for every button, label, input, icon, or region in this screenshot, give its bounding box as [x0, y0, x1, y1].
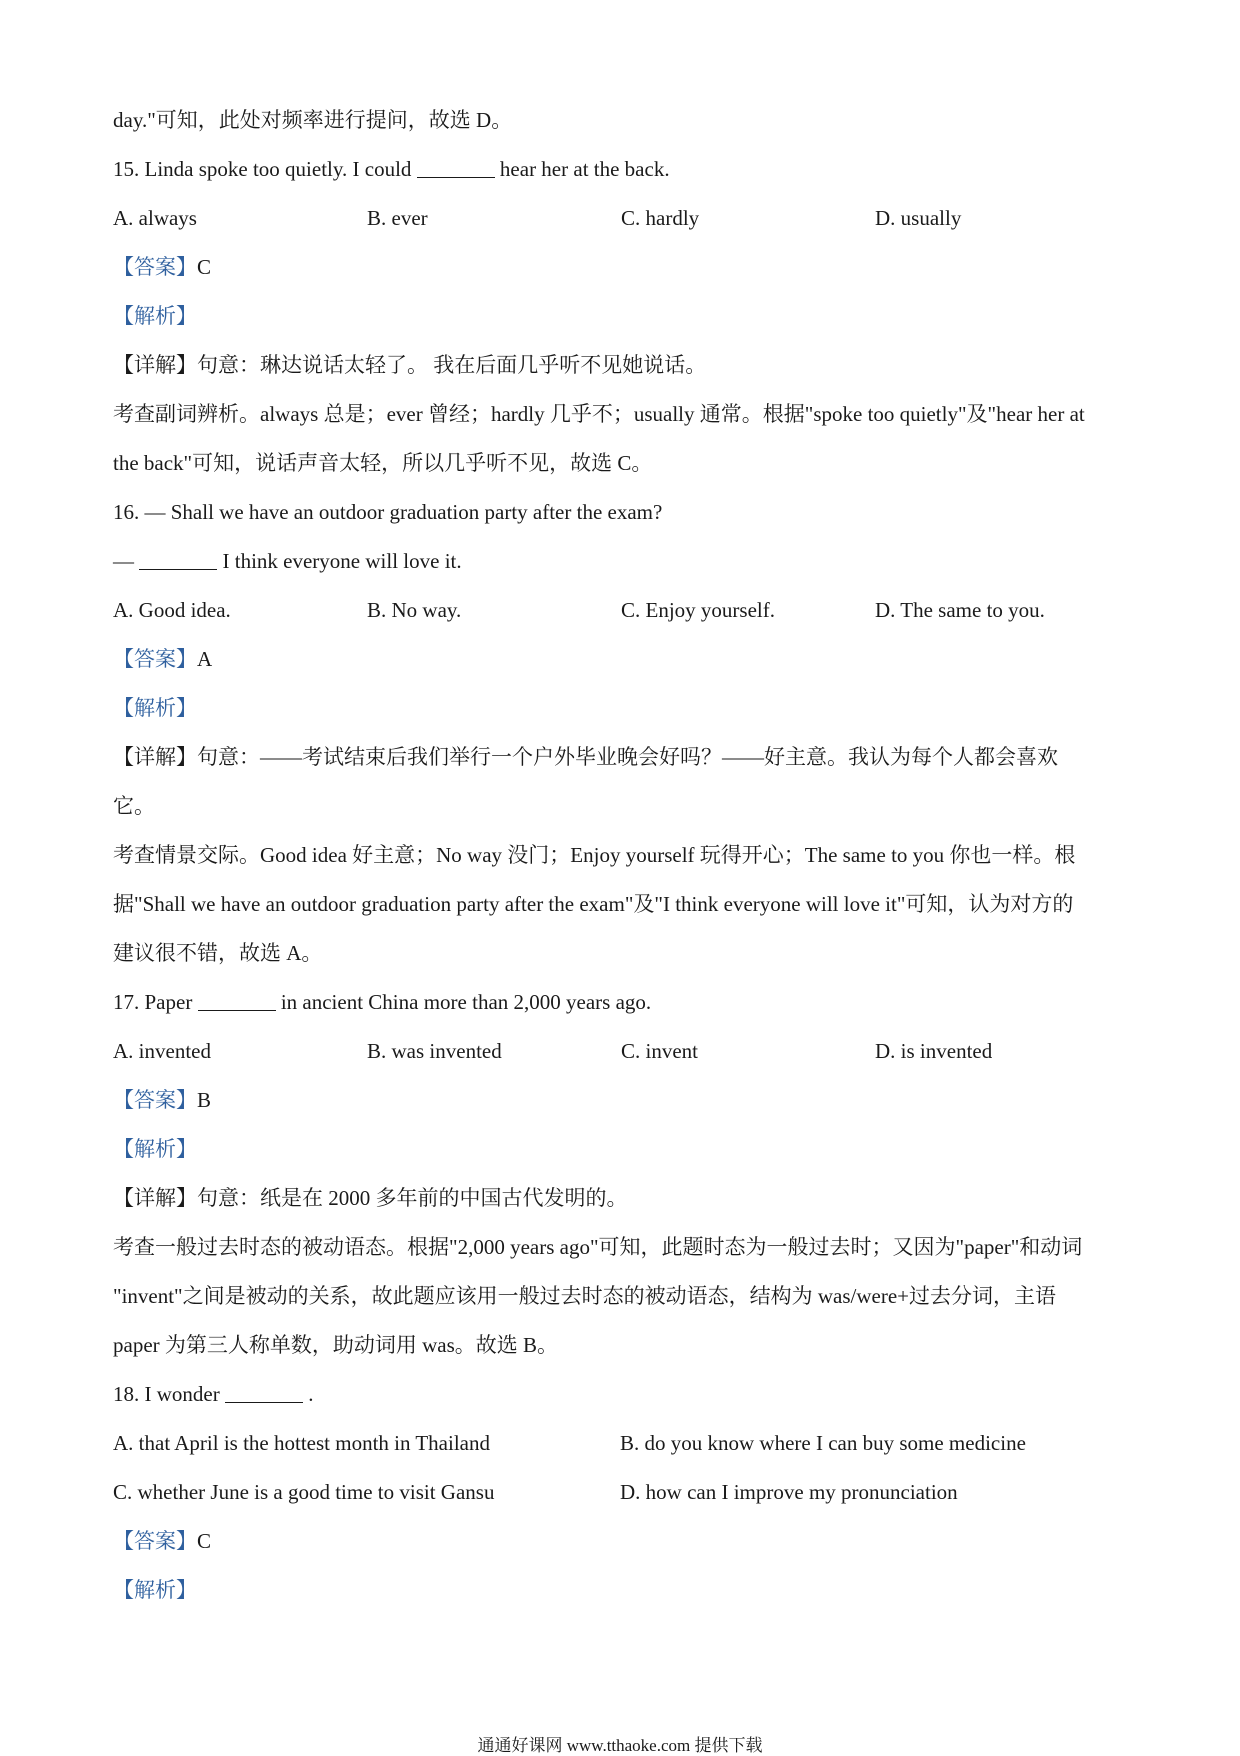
option-d: D. usually [875, 206, 962, 230]
continued-explanation: day."可知，此处对频率进行提问，故选 D。 [113, 108, 513, 132]
explanation-line: 考查情景交际。Good idea 好主意；No way 没门；Enjoy yourself 玩得开心；The same to you 你也一样。根 [113, 843, 1076, 867]
question-15-stem: 15. Linda spoke too quietly. I could hear her at the back. [113, 157, 670, 181]
option-c: C. hardly [621, 206, 700, 230]
question-18-options-row-2 [113, 1468, 1133, 1517]
explanation-line: 据"Shall we have an outdoor graduation party after the exam"及"I think everyone will love it"可知，认为对方的 [113, 892, 1074, 916]
answer-blank [417, 155, 495, 178]
detail-line: 【详解】句意：琳达说话太轻了。 我在后面几乎听不见她说话。 [113, 353, 707, 377]
answer-value: C [197, 255, 212, 279]
answer-label: 【答案】 [113, 255, 197, 279]
answer-value: A [197, 647, 213, 671]
answer-label: 【答案】 [113, 647, 197, 671]
explanation-line: paper 为第三人称单数，助动词用 was。故选 B。 [113, 1333, 559, 1357]
question-18-stem: 18. I wonder . [113, 1382, 314, 1406]
detail-label: 【详解】 [113, 353, 197, 377]
option-d: D. how can I improve my pronunciation [620, 1480, 958, 1504]
detail-line-continued: 它。 [113, 794, 155, 818]
explanation-line: "invent"之间是被动的关系，故此题应该用一般过去时态的被动语态，结构为 was/were+过去分词，主语 [113, 1284, 1057, 1308]
question-16-reply: — I think everyone will love it. [113, 549, 462, 573]
answer-blank [225, 1380, 303, 1403]
question-16-options [113, 586, 1133, 635]
option-d: D. The same to you. [875, 598, 1045, 622]
answer-blank [139, 547, 217, 570]
explanation-line: 考查副词辨析。always 总是；ever 曾经；hardly 几乎不；usually 通常。根据"spoke too quietly"及"hear her at [113, 402, 1085, 426]
detail-line: 【详解】句意：——考试结束后我们举行一个户外毕业晚会好吗？——好主意。我认为每个人都会喜欢 [113, 745, 1058, 769]
option-c: C. invent [621, 1039, 698, 1063]
analysis-label: 【解析】 [113, 1137, 197, 1161]
answer-line [113, 635, 1133, 684]
detail-label: 【详解】 [113, 745, 197, 769]
option-a: A. Good idea. [113, 598, 231, 622]
option-c: C. whether June is a good time to visit Gansu [113, 1480, 495, 1504]
explanation-line: 建议很不错，故选 A。 [113, 941, 323, 965]
explanation-line: the back"可知，说话声音太轻，所以几乎听不见，故选 C。 [113, 451, 653, 475]
explanation-line: 考查一般过去时态的被动语态。根据"2,000 years ago"可知，此题时态为一般过去时；又因为"paper"和动词 [113, 1235, 1083, 1259]
option-c: C. Enjoy yourself. [621, 598, 775, 622]
answer-line [113, 1517, 1133, 1566]
detail-line: 【详解】句意：纸是在 2000 多年前的中国古代发明的。 [113, 1186, 628, 1210]
option-d: D. is invented [875, 1039, 993, 1063]
analysis-label: 【解析】 [113, 696, 197, 720]
detail-label: 【详解】 [113, 1186, 197, 1210]
answer-value: C [197, 1529, 212, 1553]
option-b: B. was invented [367, 1039, 502, 1063]
analysis-label: 【解析】 [113, 1578, 197, 1602]
answer-blank [198, 988, 276, 1011]
question-15-options [113, 194, 1133, 243]
option-b: B. do you know where I can buy some medicine [620, 1431, 1026, 1455]
option-a: A. invented [113, 1039, 211, 1063]
answer-value: B [197, 1088, 212, 1112]
option-a: A. always [113, 206, 197, 230]
page-footer: 通通好课网 www.tthaoke.com 提供下载 [477, 1736, 763, 1755]
option-b: B. No way. [367, 598, 462, 622]
answer-label: 【答案】 [113, 1088, 197, 1112]
answer-label: 【答案】 [113, 1529, 197, 1553]
answer-line [113, 1076, 1133, 1125]
option-a: A. that April is the hottest month in Thailand [113, 1431, 490, 1455]
question-17-stem: 17. Paper in ancient China more than 2,000 years ago. [113, 990, 652, 1014]
analysis-label: 【解析】 [113, 304, 197, 328]
question-17-options [113, 1027, 1133, 1076]
option-b: B. ever [367, 206, 428, 230]
question-16-stem: 16. — Shall we have an outdoor graduation party after the exam? [113, 500, 663, 524]
question-18-options-row-1 [113, 1419, 1133, 1468]
document-body [113, 96, 1133, 1615]
answer-line [113, 243, 1133, 292]
